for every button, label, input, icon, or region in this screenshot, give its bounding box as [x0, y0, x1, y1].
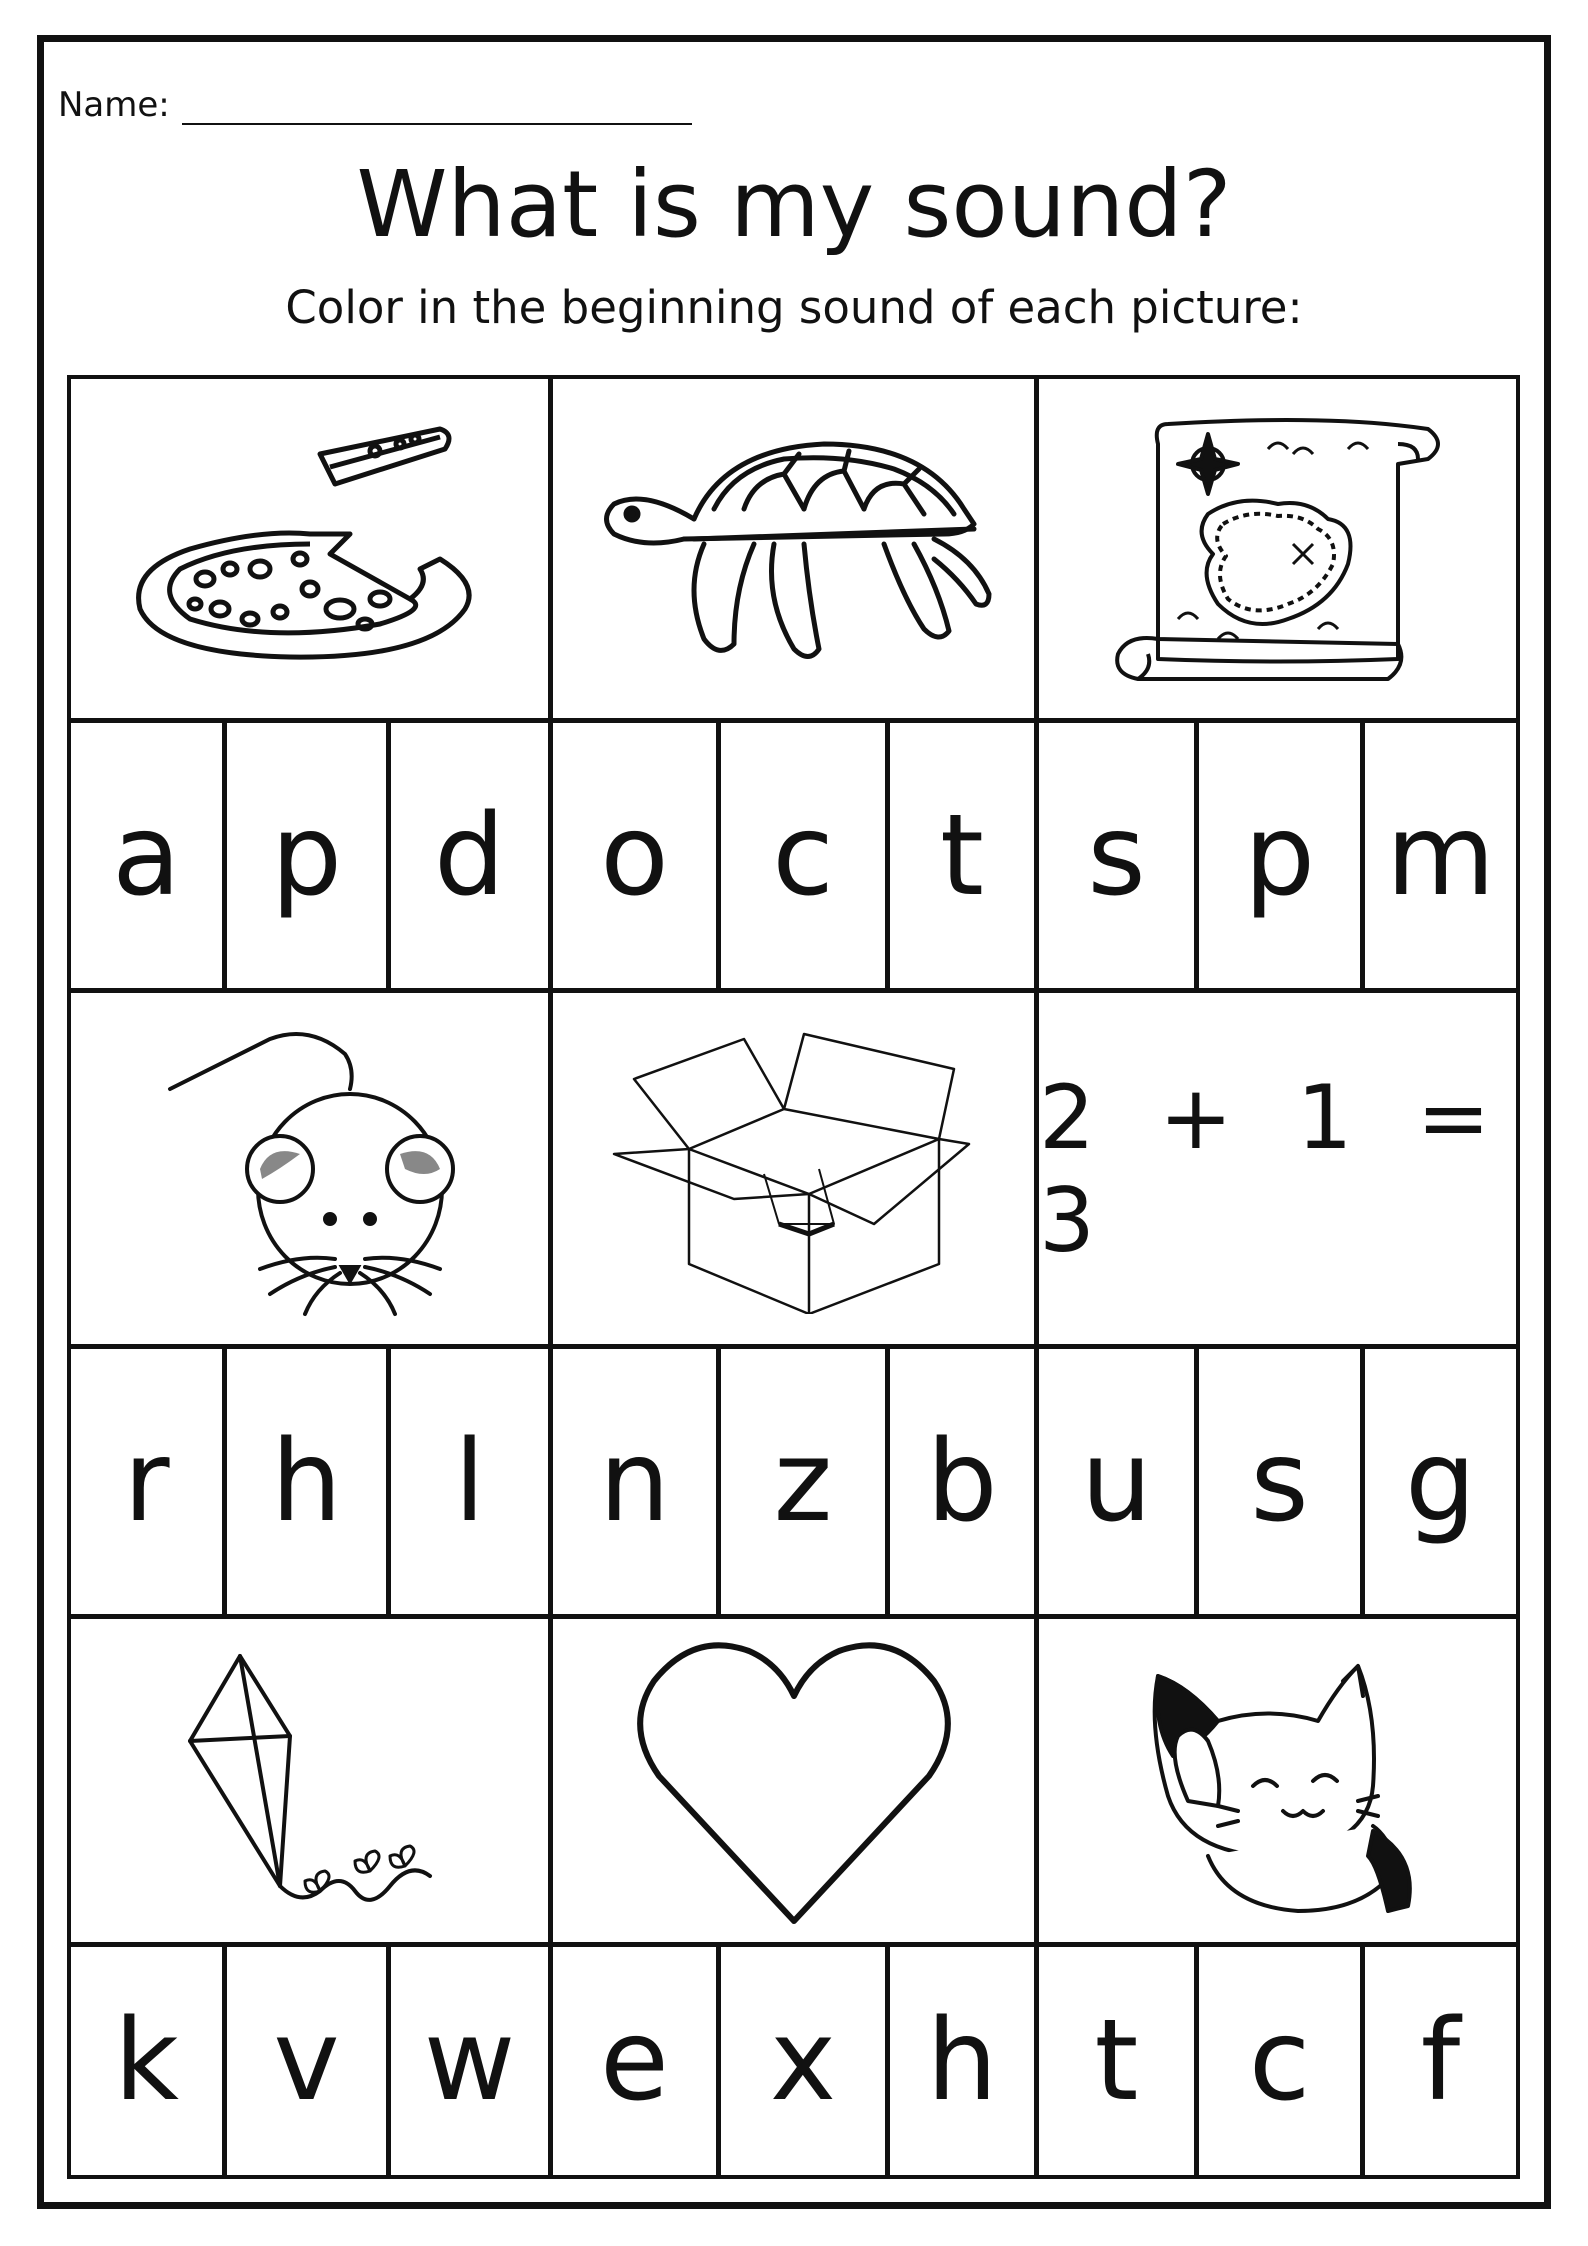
letter-label: p [1243, 790, 1316, 921]
letter-label: w [423, 1996, 516, 2126]
box-icon [604, 1024, 984, 1314]
grid-divider [1034, 1344, 1039, 1614]
worksheet-grid [67, 375, 1520, 2179]
letter-choice[interactable] [890, 1947, 1034, 2175]
letter-choice[interactable] [1365, 1349, 1516, 1614]
letter-label: f [1420, 1996, 1461, 2126]
letter-label: k [114, 1996, 179, 2126]
name-label: Name: [58, 85, 170, 125]
instructions: Color in the beginning sound of each picture: [285, 281, 1303, 334]
letter-choice[interactable] [1039, 723, 1194, 988]
letter-label: o [600, 790, 669, 921]
letter-label: a [112, 790, 181, 921]
grid-divider [716, 1942, 721, 2175]
grid-divider [548, 718, 553, 988]
letter-choice[interactable] [1039, 1349, 1194, 1614]
grid-divider [885, 718, 890, 988]
picture-cell [71, 993, 548, 1344]
picture-cell [1039, 379, 1516, 718]
grid-divider [885, 1344, 890, 1614]
turtle-icon [584, 409, 1004, 689]
grid-divider [885, 1942, 890, 2175]
grid-divider [1360, 1344, 1365, 1614]
letter-choice[interactable] [1365, 1947, 1516, 2175]
math-equation: 2 + 1 = 3 [1039, 1065, 1509, 1272]
letter-label: x [769, 1996, 837, 2126]
letter-label: l [453, 1416, 486, 1547]
picture-cell [1039, 993, 1516, 1344]
heart-icon [634, 1636, 954, 1926]
letter-choice[interactable] [227, 1349, 386, 1614]
grid-divider [716, 1344, 721, 1614]
letter-label: t [940, 790, 984, 921]
grid-divider [222, 1344, 227, 1614]
picture-cell [71, 379, 548, 718]
grid-divider [1034, 718, 1039, 988]
pizza-icon [110, 409, 510, 689]
letter-label: h [926, 1996, 998, 2126]
letter-choice[interactable] [721, 723, 885, 988]
picture-cell [71, 1619, 548, 1942]
grid-divider [716, 718, 721, 988]
letter-label: n [599, 1416, 670, 1547]
letter-choice[interactable] [553, 1947, 716, 2175]
letter-choice[interactable] [890, 723, 1034, 988]
mouse-icon [150, 1019, 470, 1319]
grid-divider [1034, 1942, 1039, 2175]
name-field[interactable] [58, 75, 692, 125]
letter-choice[interactable] [721, 1947, 885, 2175]
letter-choice[interactable] [1039, 1947, 1194, 2175]
letter-choice[interactable] [1199, 723, 1360, 988]
grid-divider [222, 718, 227, 988]
grid-divider [386, 718, 391, 988]
letter-label: e [600, 1996, 669, 2126]
letter-choice[interactable] [391, 1947, 548, 2175]
treasure-map-icon [1098, 404, 1458, 694]
letter-choice[interactable] [71, 723, 222, 988]
letter-choice[interactable] [890, 1349, 1034, 1614]
grid-divider [548, 1344, 553, 1614]
letter-choice[interactable] [71, 1349, 222, 1614]
letter-choice[interactable] [227, 723, 386, 988]
grid-divider [1194, 1942, 1199, 2175]
page-title: What is my sound? [356, 151, 1232, 258]
kite-icon [180, 1646, 440, 1916]
letter-choice[interactable] [553, 723, 716, 988]
letter-label: c [1248, 1996, 1311, 2126]
letter-label: s [1250, 1416, 1309, 1547]
picture-cell [553, 379, 1034, 718]
name-line[interactable] [182, 89, 692, 125]
letter-label: s [1087, 790, 1146, 921]
grid-divider [1360, 718, 1365, 988]
letter-label: v [273, 1996, 340, 2126]
grid-divider [222, 1942, 227, 2175]
picture-cell [1039, 1619, 1516, 1942]
letter-choice[interactable] [1199, 1947, 1360, 2175]
letter-choice[interactable] [553, 1349, 716, 1614]
letter-label: t [1094, 1996, 1139, 2126]
letter-label: h [271, 1416, 342, 1547]
letter-choice[interactable] [71, 1947, 222, 2175]
picture-cell [553, 993, 1034, 1344]
letter-choice[interactable] [227, 1947, 386, 2175]
grid-divider [386, 1942, 391, 2175]
letter-choice[interactable] [391, 1349, 548, 1614]
letter-label: u [1081, 1416, 1152, 1547]
letter-label: p [270, 790, 343, 921]
letter-label: g [1404, 1416, 1477, 1547]
grid-divider [1360, 1942, 1365, 2175]
letter-choice[interactable] [1199, 1349, 1360, 1614]
letter-label: z [773, 1416, 833, 1547]
letter-choice[interactable] [1365, 723, 1516, 988]
grid-divider [548, 1942, 553, 2175]
letter-label: c [772, 790, 834, 921]
grid-divider [1194, 1344, 1199, 1614]
letter-label: d [433, 790, 506, 921]
letter-label: r [123, 1416, 170, 1547]
grid-divider [386, 1344, 391, 1614]
letter-choice[interactable] [391, 723, 548, 988]
letter-label: b [926, 1416, 998, 1547]
cat-icon [1128, 1636, 1428, 1926]
letter-choice[interactable] [721, 1349, 885, 1614]
picture-cell [553, 1619, 1034, 1942]
grid-divider [1194, 718, 1199, 988]
letter-label: m [1385, 790, 1496, 921]
